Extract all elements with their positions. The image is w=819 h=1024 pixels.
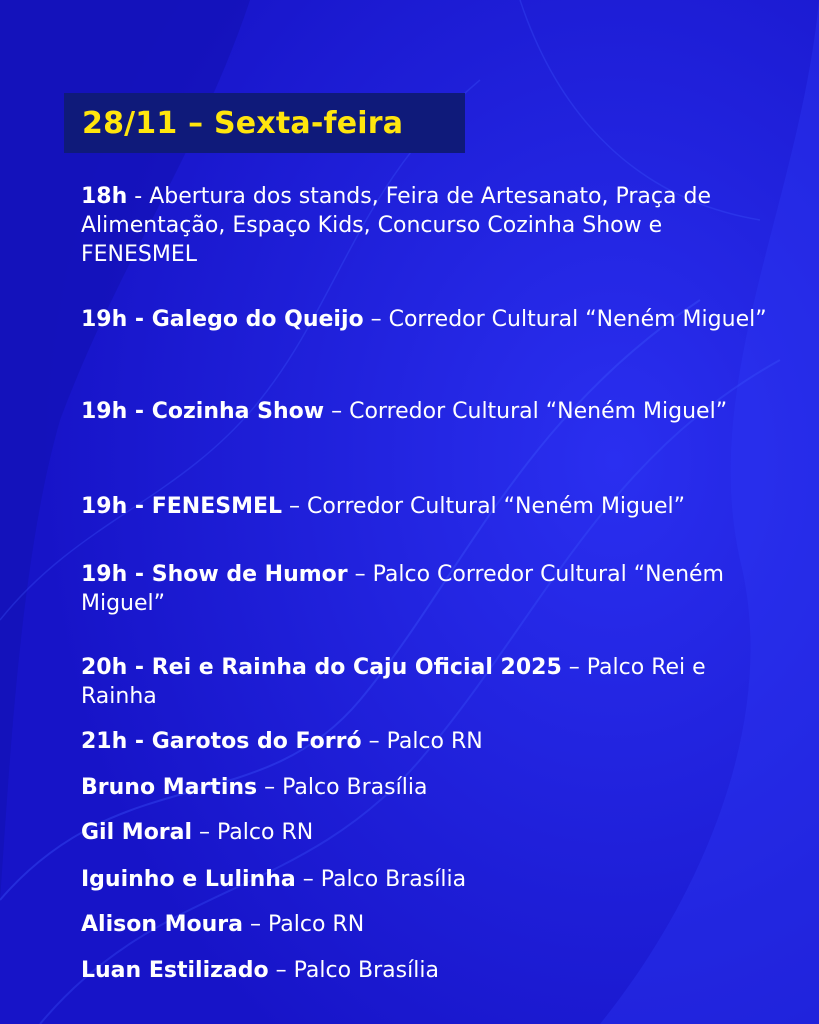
schedule-item-time-title: 19h - Cozinha Show — [81, 399, 325, 424]
schedule-item — [81, 773, 771, 802]
schedule-item-time-title: Luan Estilizado — [81, 958, 269, 983]
schedule-item-detail: – Palco Rei e Rainha — [81, 655, 706, 709]
schedule-item — [81, 653, 771, 711]
schedule-item — [81, 492, 771, 521]
schedule-item-detail: – Palco Brasília — [257, 775, 428, 800]
schedule-item — [81, 727, 771, 756]
schedule-item-detail: – Palco Brasília — [295, 867, 467, 892]
schedule-item-time-title: Alison Moura — [81, 912, 244, 937]
schedule-item — [81, 956, 771, 985]
schedule-item-detail: – Palco RN — [361, 729, 483, 754]
schedule-item-detail: – Palco Brasília — [268, 958, 439, 983]
schedule-item-detail: – Corredor Cultural “Neném Miguel” — [363, 307, 767, 332]
schedule-item-time-title: Gil Moral — [81, 820, 193, 845]
schedule-item — [81, 865, 771, 894]
date-header — [64, 93, 465, 153]
schedule-item-detail: – Corredor Cultural “Neném Miguel” — [324, 399, 728, 424]
schedule-item — [81, 910, 771, 939]
schedule-item — [81, 560, 771, 618]
schedule-item-detail: - Abertura dos stands, Feira de Artesanato, Praça de Alimentação, Espaço Kids, Concurso Cozinha Show e FENESMEL — [81, 184, 711, 267]
schedule-item-time-title: 19h - FENESMEL — [81, 494, 283, 519]
schedule-item — [81, 397, 771, 426]
schedule-item-time-title: 18h — [81, 184, 128, 209]
schedule-item-time-title: Iguinho e Lulinha — [81, 867, 296, 892]
schedule-item — [81, 818, 771, 847]
schedule-item — [81, 182, 771, 269]
schedule-item-time-title: 21h - Garotos do Forró — [81, 729, 362, 754]
schedule-item-time-title: Bruno Martins — [81, 775, 258, 800]
schedule-item-detail: – Palco Corredor Cultural “Neném Miguel” — [81, 562, 724, 616]
date-header-title: 28/11 – Sexta-feira — [82, 105, 404, 141]
schedule-item-detail: – Palco RN — [243, 912, 365, 937]
schedule-item-time-title: 19h - Show de Humor — [81, 562, 348, 587]
schedule-item-time-title: 19h - Galego do Queijo — [81, 307, 364, 332]
schedule-item-detail: – Palco RN — [192, 820, 314, 845]
schedule-item — [81, 305, 771, 334]
schedule-item-time-title: 20h - Rei e Rainha do Caju Oficial 2025 — [81, 655, 562, 680]
schedule-item-detail: – Corredor Cultural “Neném Miguel” — [282, 494, 685, 519]
